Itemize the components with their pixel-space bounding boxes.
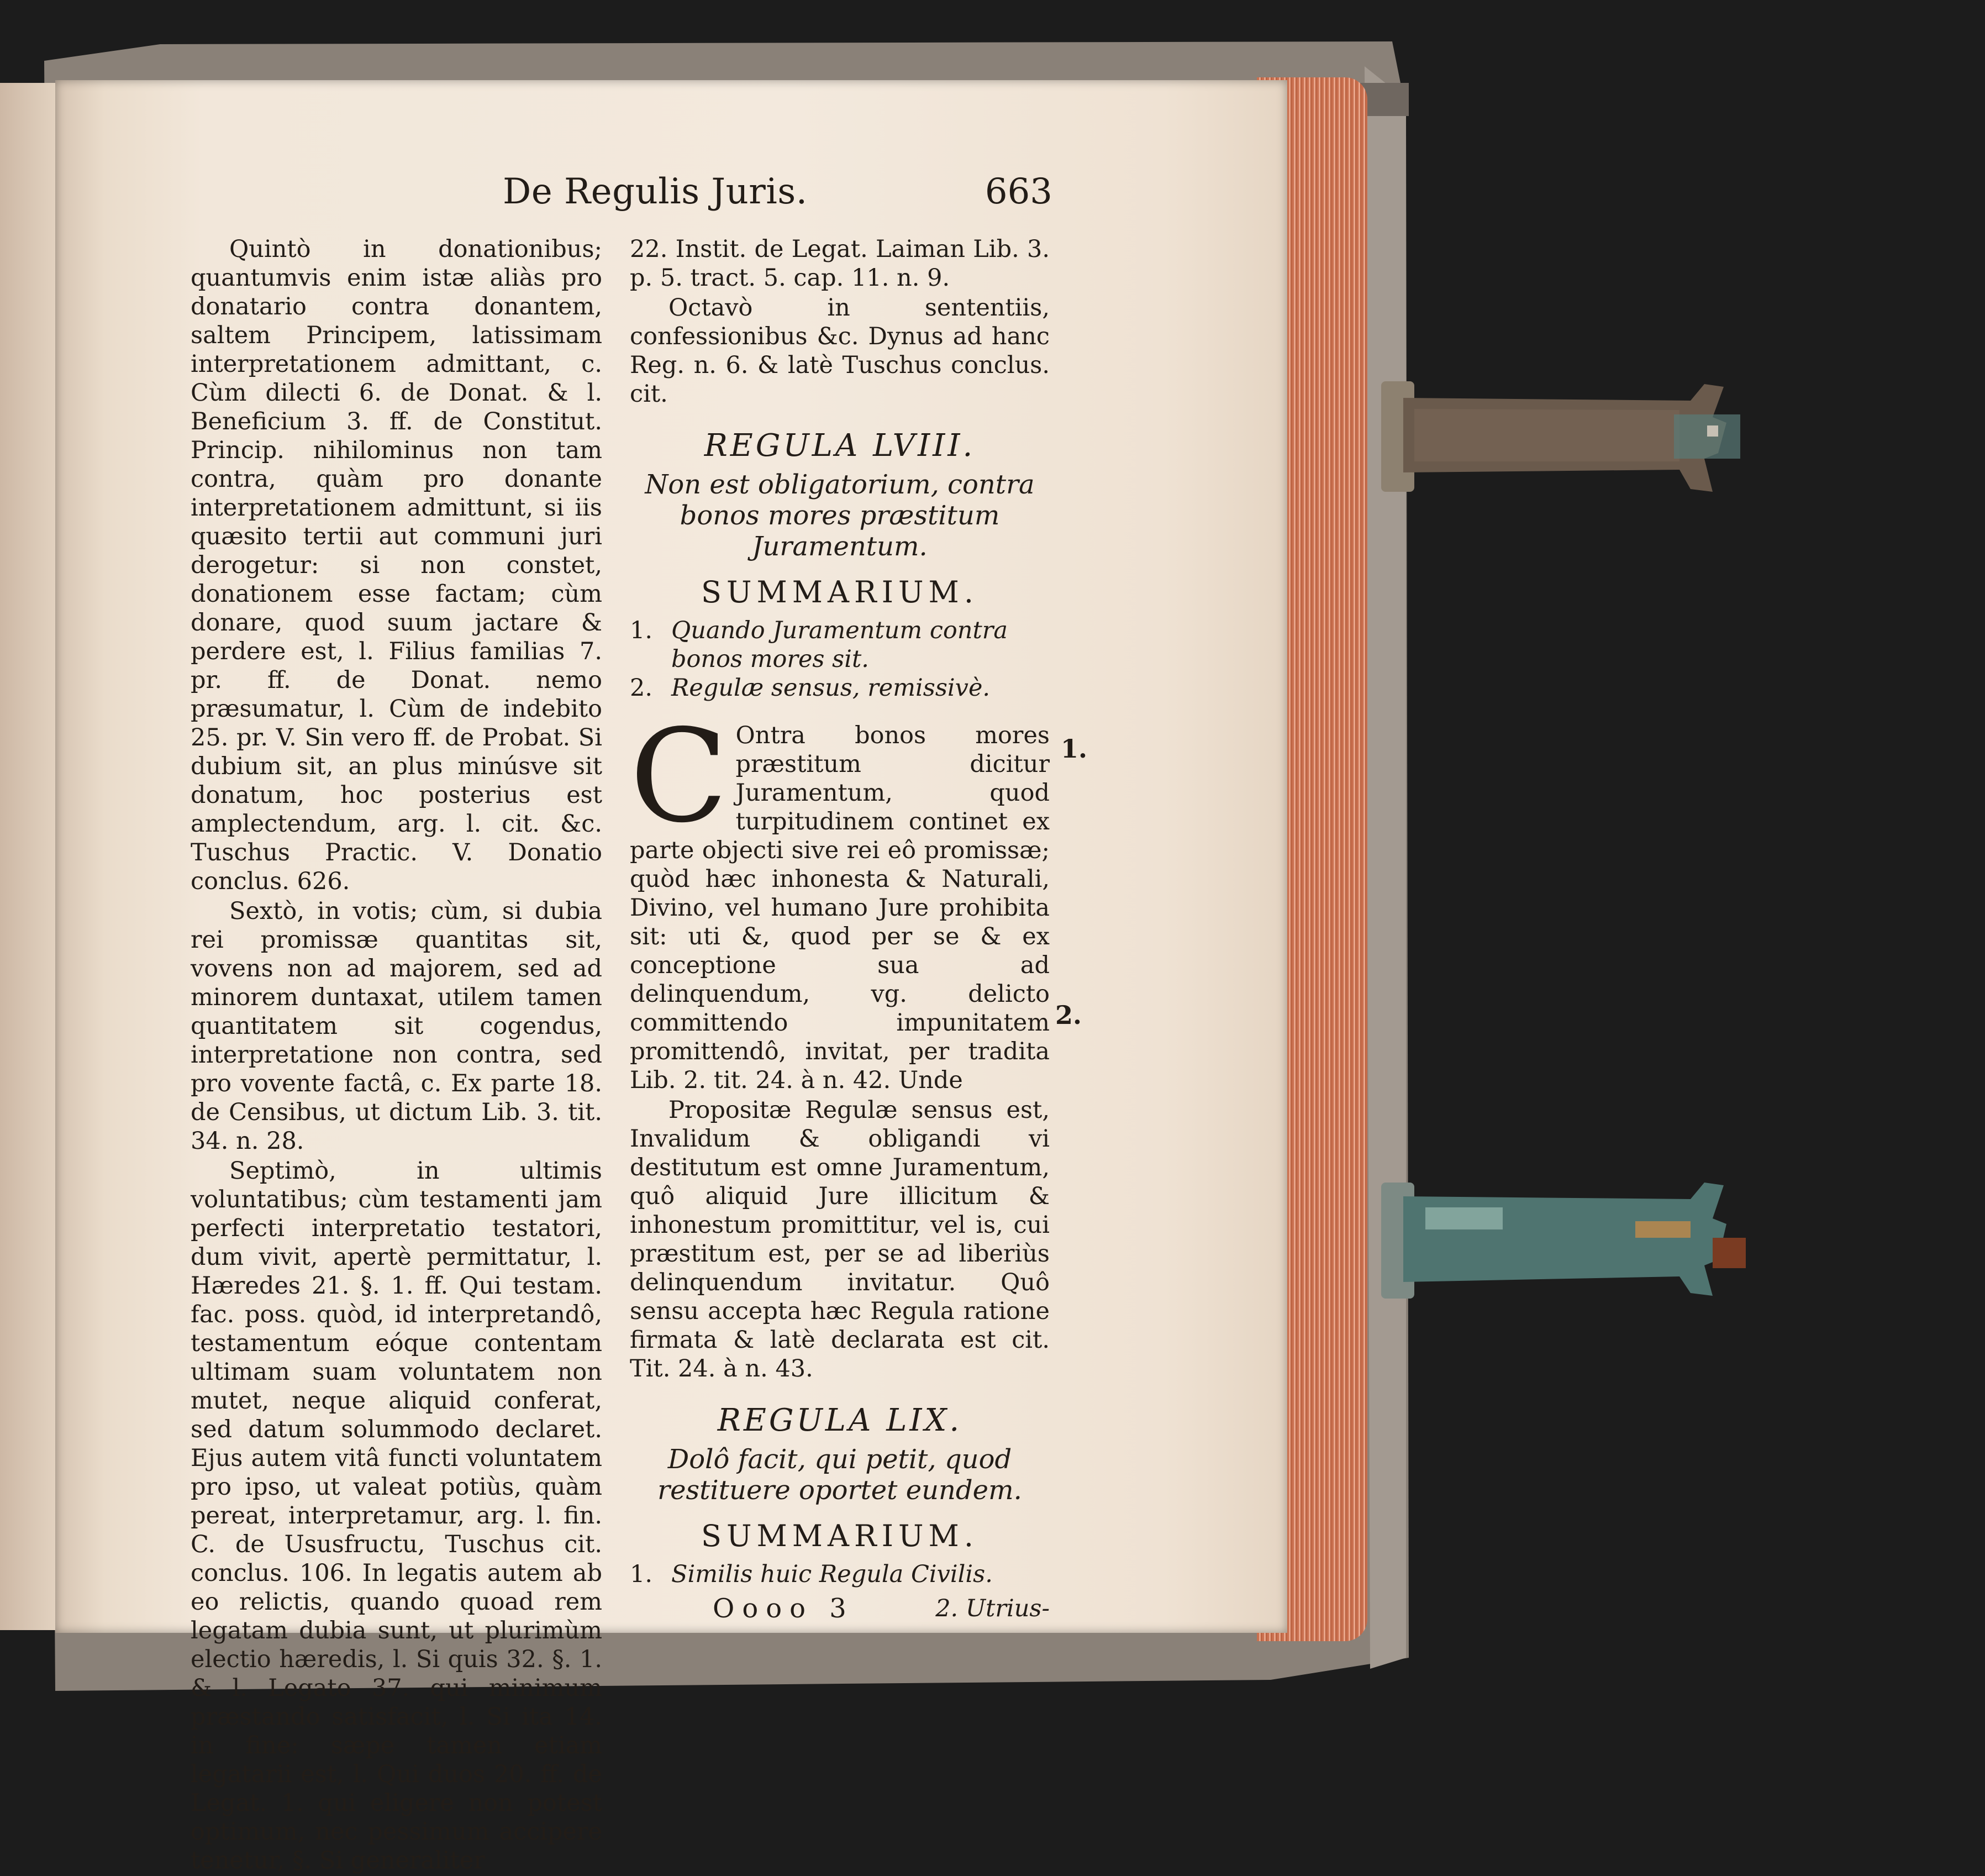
summarium-item-number: 1. bbox=[630, 617, 653, 644]
paragraph-quinto: Quintò in donationibus; quantumvis enim istæ aliàs pro donatario contra donantem, saltem Principem, latissimam interpretationem admittant, c. Cùm dilecti 6. de Donat. & l. Beneficium 3. ff. de Constitut. Princip. nihilominus non tam contra, quàm pro donante interpretationem admittunt, si iis quæsito tertii aut communi juri derogetur: si non constet, donationem esse factam; cùm donare, quod suum jactare & perdere est, l. Filius familias 7. pr. ff. de Donat. nemo præsumatur, l. Cùm de indebito 25. pr. V. Sin vero ff. de Probat. Si dubium sit, an plus minúsve sit donatum, hoc posterius est amplectendum, arg. l. cit. &c. Tuschus Practic. V. Donatio conclus. 626. bbox=[191, 235, 602, 895]
clasp-bottom bbox=[1381, 1177, 1934, 1304]
drop-cap: C bbox=[630, 702, 728, 851]
regula-59-summarium-label: SUMMARIUM. bbox=[701, 1518, 979, 1553]
running-title: De Regulis Juris. bbox=[503, 171, 808, 212]
regula-59-title: Dolô facit, qui petit, quod restituere oportet eundem. bbox=[657, 1444, 1022, 1506]
signature-mark: Oooo 3 bbox=[713, 1593, 854, 1624]
regula-58-title: Non est obligatorium, contra bonos mores præstitum Juramentum. bbox=[645, 469, 1035, 562]
margin-number-2: 2. bbox=[1055, 1000, 1082, 1030]
summarium-item-number: 1. bbox=[630, 1560, 653, 1588]
left-column bbox=[191, 235, 602, 1876]
summarium-item-number: 2. bbox=[630, 674, 653, 702]
regula-59-heading: REGULA LIX. bbox=[717, 1402, 962, 1438]
paragraph-sexto: Sextò, in votis; cùm, si dubia rei promissæ quantitas sit, vovens non ad majorem, sed ad minorem duntaxat, utilem tamen quantitatem sit cogendus, interpretatione non contra, sed pro vovente factâ, c. Ex parte 18. de Censibus, ut dictum Lib. 3. tit. 34. n. 28. bbox=[191, 897, 602, 1155]
summarium-item-text: Similis huic Regula Civilis. bbox=[671, 1560, 993, 1588]
summarium-item-text: Regulæ sensus, remissivè. bbox=[671, 674, 991, 702]
regula-58-body-text: Ontra bonos mores præstitum dicitur Juramentum, quod turpitudinem continet ex parte objecti sive rei eô promissæ; quòd hæc inhonesta & Naturali, Divino, vel humano Jure prohibita sit: uti &, quod per se & ex conceptione sua ad delinquendum, vg. delicto committendo impunitatem promittendô, invitat, per tradita Lib. 2. tit. 24. à n. 42. Unde bbox=[630, 722, 1050, 1094]
regula-58-heading: REGULA LVIII. bbox=[704, 428, 976, 464]
paragraph-regula-58-body bbox=[630, 702, 1050, 1095]
page-text bbox=[191, 160, 1088, 1874]
margin-number-1: 1. bbox=[1061, 734, 1088, 764]
catchword: 2. Utrius- bbox=[935, 1595, 1050, 1622]
page-header bbox=[191, 171, 1052, 221]
summarium-item bbox=[630, 1560, 1050, 1589]
paragraph-regula-58-sense: Propositæ Regulæ sensus est, Invalidum & obligandi vi destitutum est omne Juramentum, quô aliquid Jure illicitum & inhonestum promittitur, vel is, cui præstitum est, per se ad liberiùs delinquendum invitatur. Quô sensu accepta hæc Regula ratione firmata & latè declarata est cit. Tit. 24. à n. 43. bbox=[630, 1096, 1050, 1383]
right-column bbox=[630, 235, 1050, 1623]
paragraph-septimo: Septimò, in ultimis voluntatibus; cùm testamenti jam perfecti interpretatio testatori, dum vivit, apertè permittatur, l. Hæredes 21. §. 1. ff. Qui testam. fac. poss. quòd, id interpretandô, testamentum eóque contentam ultimam suam voluntatem non mutet, neque aliquid conferat, sed datum solummodo declaret. Ejus autem vitâ functi voluntatem pro ipso, ut valeat potiùs, quàm pereat, interpretamur, arg. l. fin. C. de Ususfructu, Tuschus cit. conclus. 106. In legatis autem ab eo relictis, quando quoad rem legatam dubia sunt, ut plurimùm electio hæredis, l. Si quis 32. §. 1. & l. Legato 37. qui minimum præstando satisfacit, l. Si ita 14. in fine: sæpe tamen etiam legatarii est, l. Qui duos 20. ff. de Legat. 1. qui eligere non potest optimum, nec pessimum accipere tenetur, §. Si generaliter bbox=[191, 1157, 602, 1874]
facing-page-edge bbox=[0, 83, 55, 1630]
summarium-item-text: Quando Juramentum contra bonos mores sit. bbox=[671, 617, 1008, 673]
page-number: 663 bbox=[984, 171, 1052, 212]
paragraph-octavo: Octavò in sententiis, confessionibus &c. Dynus ad hanc Reg. n. 6. & latè Tuschus conclus. cit. bbox=[630, 294, 1050, 408]
paragraph-continuation: 22. Instit. de Legat. Laiman Lib. 3. p. 5. tract. 5. cap. 11. n. 9. bbox=[630, 235, 1050, 292]
clasp-top bbox=[1381, 370, 1934, 497]
summarium-item bbox=[630, 674, 1050, 702]
summarium-item bbox=[630, 616, 1050, 674]
page-footer bbox=[630, 1594, 1050, 1623]
regula-58-summarium-label: SUMMARIUM. bbox=[701, 575, 979, 609]
